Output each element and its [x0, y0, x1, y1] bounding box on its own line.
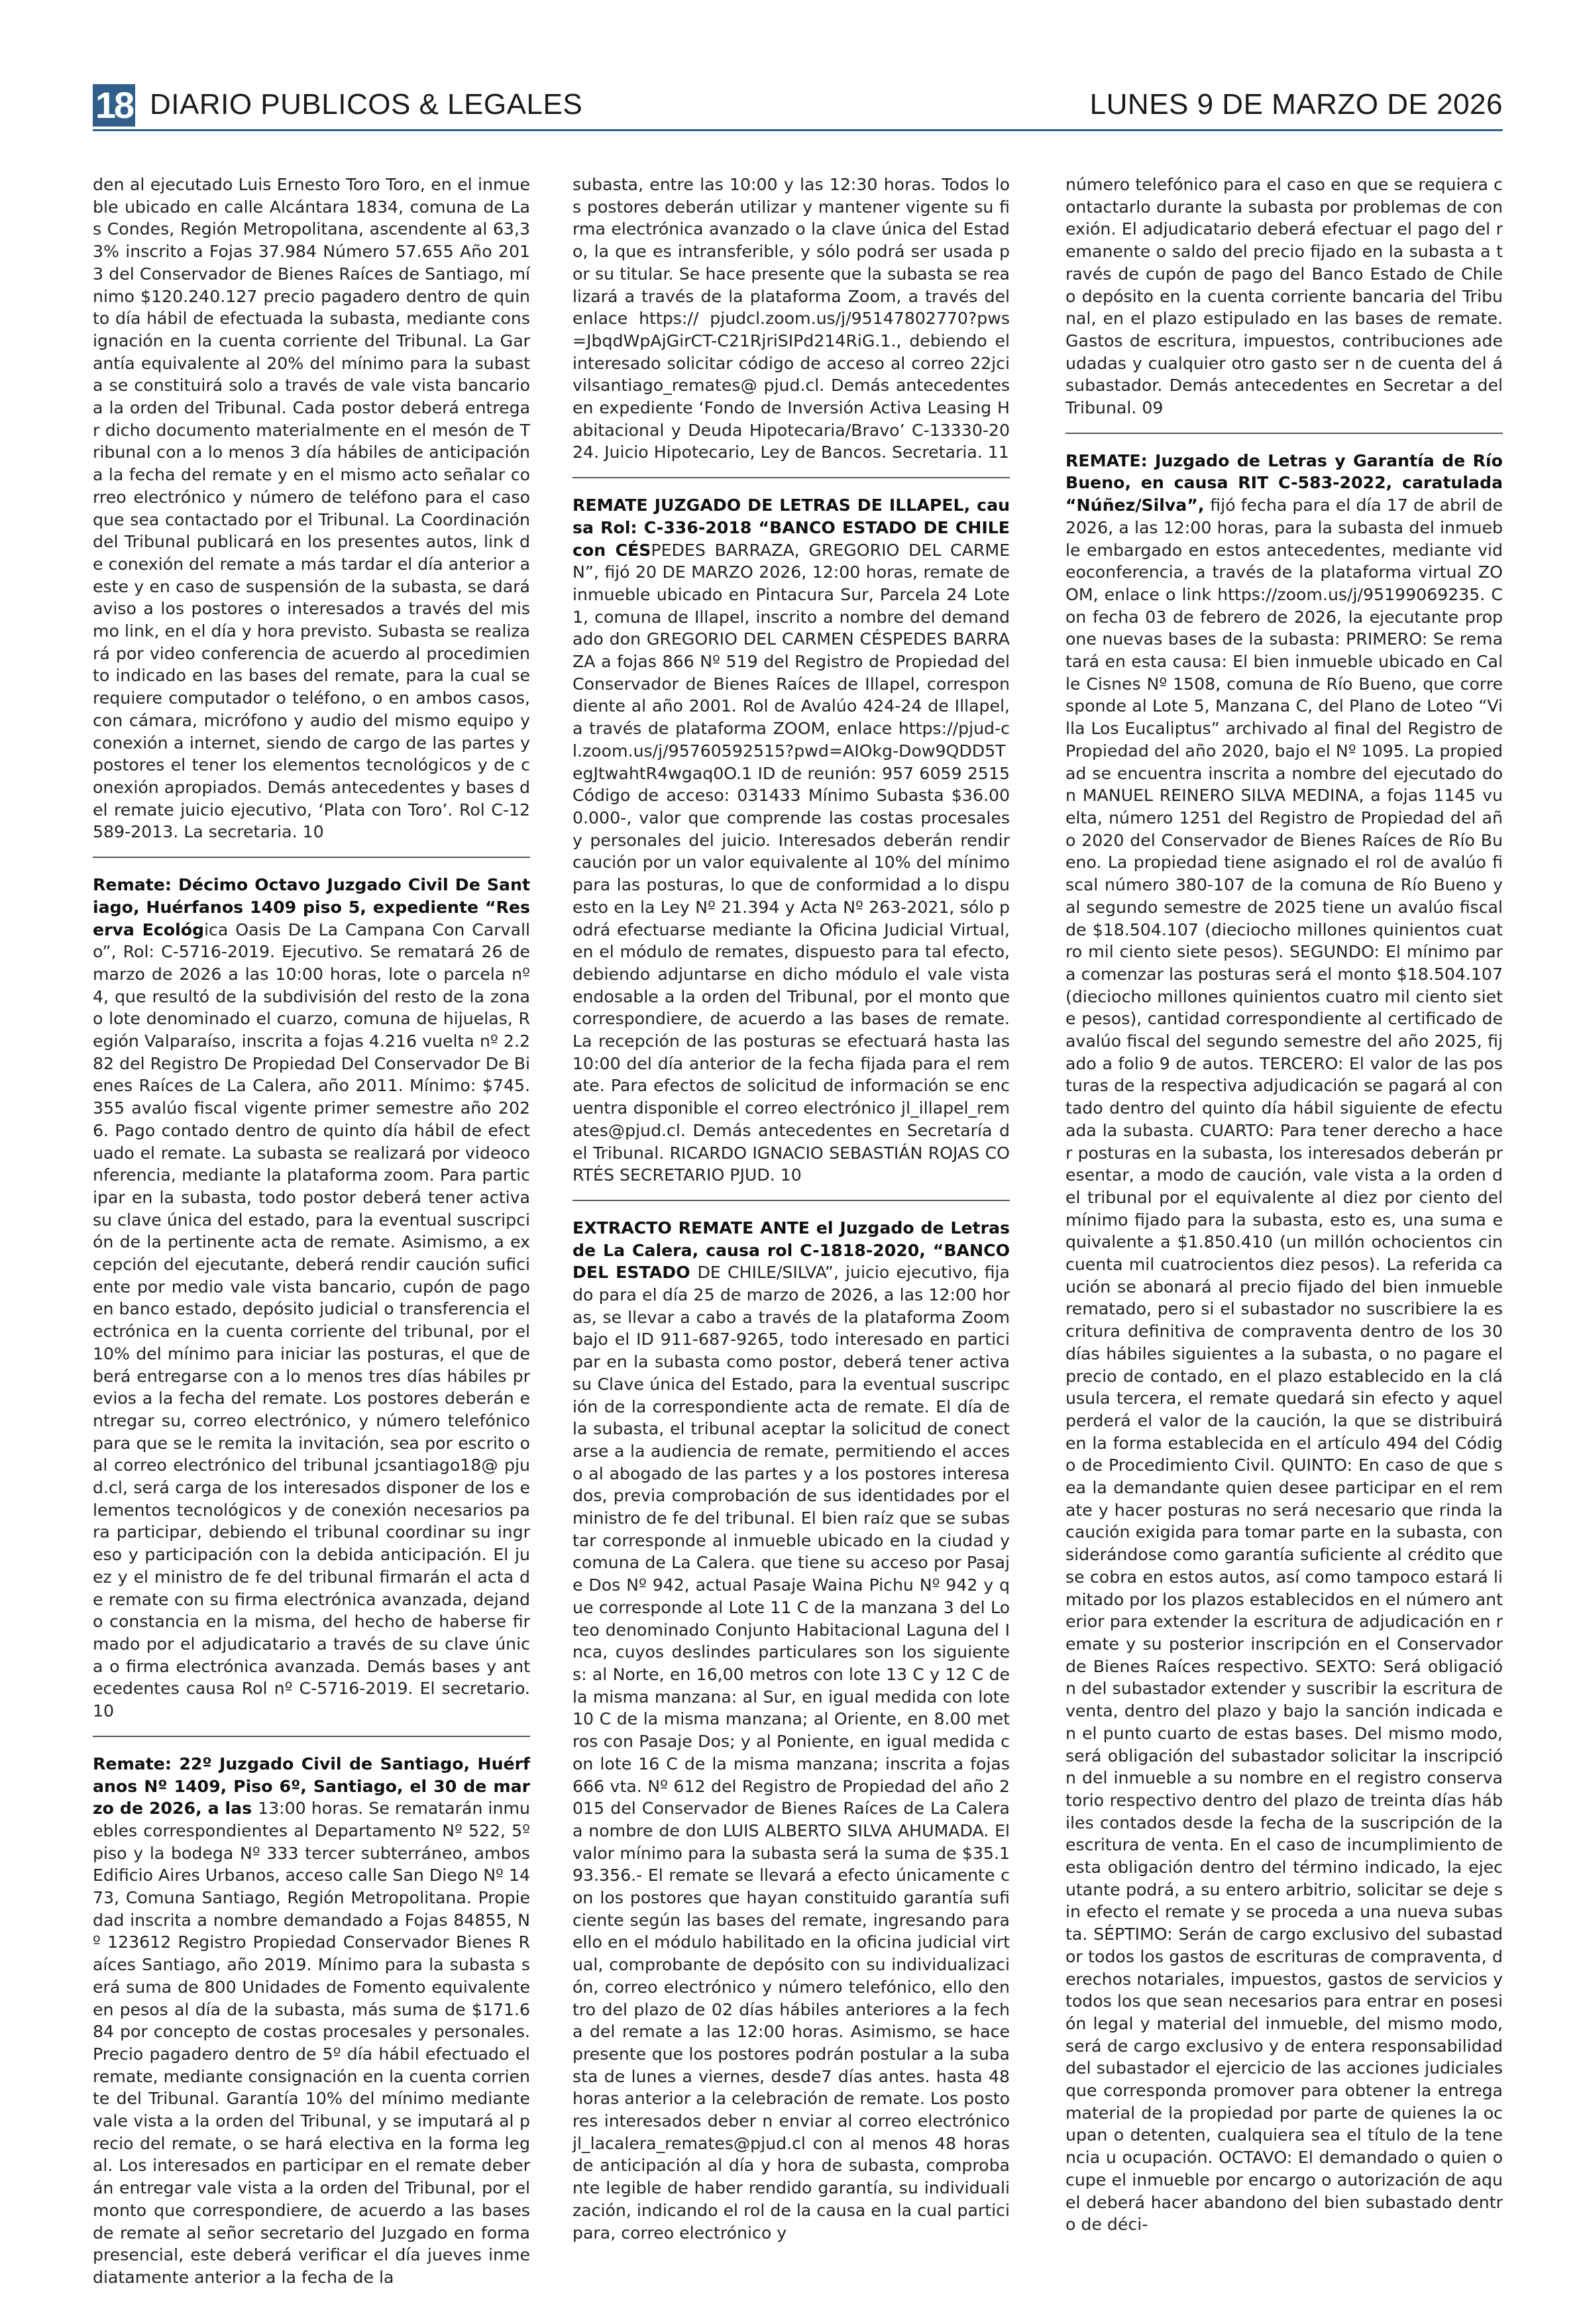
- header-rule: [93, 129, 1503, 131]
- notice-heading: REMATE: Juzgado de Letras y Garantía de Río Bueno, en causa RIT C-583-2022, caratulada “Núñez/Silva”,: [1065, 450, 1503, 515]
- notice-body: PEDES BARRAZA, GREGORIO DEL CARMEN”, fijó 20 DE MARZO 2026, 12:00 horas, remate de inmueble ubicado en Pintacura Sur, Parcela 24 Lote 1, comuna de Illapel, inscrito a nombre del demandado don GREGORIO DEL CARMEN CÉSPEDES BARRAZA a fojas 866 Nº 519 del Registro de Propiedad del Conservador de Bienes Raíces de Illapel, correspondiente al año 2001. Rol de Avalúo 424-24 de Illapel, a través de plataforma ZOOM, enlace https://pjud-cl.zoom.us/j/95760592515?pwd=AIOkg-Dow9QDD5TegJtwahtR4wgaq0O.1 ID de reunión: 957 6059 2515 Código de acceso: 031433 Mínimo Subasta $36.000.000-, valor que comprende las costas procesales y personales del juicio. Interesados deberán rendir caución por un valor equivalente al 10% del mínimo para las posturas, lo que de conformidad a lo dispuesto en la Ley Nº 21.394 y Acta Nº 263-2021, sólo podrá efectuarse mediante la Oficina Judicial Virtual, en el módulo de remates, dispuesto para tal efecto, debiendo adjuntarse en dicho módulo el vale vista endosable a la orden del Tribunal, por el monto que correspondiere, de acuerdo a las bases de remate. La recepción de las posturas se efectuará hasta las 10:00 del día anterior de la fecha fijada para el remate. Para efectos de solicitud de información se encuentra disponible el correo electrónico jl_illapel_remates@pjud.cl. Demás antecedentes en Secretaría del Tribunal. RICARDO IGNACIO SEBASTIÁN ROJAS CORTÉS SECRETARIO PJUD. 10: [572, 540, 1010, 1185]
- notice-heading: REMATE JUZGADO DE LETRAS DE ILLAPEL, causa Rol: C-336-2018 “BANCO ESTADO DE CHILE con CÉS: [572, 496, 1010, 560]
- notice-heading: Remate: Décimo Octavo Juzgado Civil De Santiago, Huérfanos 1409 piso 5, expediente “Reserva Ecológ: [93, 875, 530, 939]
- notice-body: 13:00 horas. Se rematarán inmuebles correspondientes al Departamento Nº 522, 5º piso y la bodega Nº 333 tercer subterráneo, ambos Edificio Aires Urbanos, acceso calle San Diego Nº 1473, Comuna Santiago, Región Metropolitana. Propiedad inscrita a nombre demandado a Fojas 84855, Nº 123612 Registro Propiedad Conservador Bienes Raíces Santiago, año 2019. Mínimo para la subasta será suma de 800 Unidades de Fomento equivalente en pesos al día de la subasta, más suma de $171.684 por concepto de costas procesales y personales. Precio pagadero dentro de 5º día hábil efectuado el remate, mediante consignación en la cuenta corriente del Tribunal. Garantía 10% del mínimo mediante vale vista a la orden del Tribunal, y se imputará al precio del remate, o se hará electiva en la forma legal. Los interesados en participar en el remate deberán entregar vale vista a la orden del Tribunal, por el monto que correspondiere, de acuerdo a las bases de remate al señor secretario del Juzgado en forma presencial, este deberá verificar el día jueves inmediatamente anterior a la fecha de la: [93, 1799, 530, 2287]
- legal-notice: [93, 874, 530, 1722]
- page-number: 18: [93, 84, 135, 127]
- legal-notice: [572, 494, 1010, 1187]
- column-3: [1065, 174, 1503, 2236]
- notice-separator: [572, 477, 1010, 478]
- notice-body: ica Oasis De La Campana Con Carvallo”, Rol: C-5716-2019. Ejecutivo. Se rematará 26 de marzo de 2026 a las 10:00 horas, lote o parcela nº 4, que resultó de la subdivisión del resto de la zona o lote denominado el cuarzo, comuna de hijuelas, Región Valparaíso, inscrita a fojas 4.216 vuelta nº 2.282 del Registro De Propiedad Del Conservador De Bienes Raíces de La Calera, año 2011. Mínimo: $745.355 avalúo fiscal vigente primer semestre año 2026. Pago contado dentro de quinto día hábil de efectuado el remate. La subasta se realizará por videoconferencia, mediante la plataforma zoom. Para participar en la subasta, todo postor deberá tener activa su clave única del estado, para la eventual suscripción de la pertinente acta de remate. Asimismo, a excepción del ejecutante, deberá rendir caución suficiente por medio vale vista bancario, cupón de pago en banco estado, depósito judicial o transferencia electrónica en la cuenta corriente del tribunal, por el 10% del mínimo para iniciar las posturas, el que deberá entregarse con a lo menos tres días hábiles previos a la fecha del remate. Los postores deberán entregar su, correo electrónico, y número telefónico para que se le remita la invitación, sea por escrito o al correo electrónico del tribunal jcsantiago18@ pjud.cl, será carga de los interesados disponer de los elementos tecnológicos y de conexión necesarios para participar, debiendo el tribunal coordinar su ingreso y participación con la debida anticipación. El juez y el ministro de fe del tribunal firmarán el acta de remate con su firma electrónica avanzada, dejando constancia en la misma, del hecho de haberse firmado por el adjudicatario a través de su clave única o firma electrónica avanzada. Demás bases y antecedentes causa Rol nº C-5716-2019. El secretario. 10: [93, 920, 531, 1721]
- notice-separator: [1065, 433, 1503, 434]
- notice-separator: [93, 1736, 530, 1737]
- legal-notice: [1065, 450, 1503, 2236]
- notice-body: subasta, entre las 10:00 y las 12:30 horas. Todos los postores deberán utilizar y mantener vigente su firma electrónica avanzado o la clave única del Estado, la que es intransferible, y sólo podrá ser usada por su titular. Se hace presente que la subasta se realizará a través de la plataforma Zoom, a través del enlace https:// pjudcl.zoom.us/j/95147802770?pws=JbqdWpAjGirCT-C21RjriSIPd214RiG.1., debiendo el interesado solicitar código de acceso al correo 22jcivilsantiago_remates@ pjud.cl. Demás antecedentes en expediente ‘Fondo de Inversión Activa Leasing Habitacional y Deuda Hipotecaria/Bravo’ C-13330-2024. Juicio Hipotecario, Ley de Bancos. Secretaria. 11: [572, 175, 1010, 462]
- section-title: DIARIO PUBLICOS & LEGALES: [150, 88, 583, 121]
- notice-heading: EXTRACTO REMATE ANTE el Juzgado de Letras de La Calera, causa rol C-1818-2020, “BANCO DEL ESTADO: [572, 1218, 1010, 1283]
- notice-heading: Remate: 22º Juzgado Civil de Santiago, Huérfanos Nº 1409, Piso 6º, Santiago, el 30 de marzo de 2026, a las: [93, 1754, 530, 1819]
- page-header: [93, 84, 1503, 126]
- notice-body: fijó fecha para el día 17 de abril de 2026, a las 12:00 horas, para la subasta del inmueble embargado en estos antecedentes, mediante videoconferencia, a través de la plataforma virtual ZOOM, enlace o link https://zoom.us/j/95199069235. Con fecha 03 de febrero de 2026, la ejecutante propone nuevas bases de la subasta: PRIMERO: Se rematará en esta causa: El bien inmueble ubicado en Calle Cisnes Nº 1508, comuna de Río Bueno, que corresponde al Lote 5, Manzana C, del Plano de Loteo “Villa Los Eucaliptus” archivado al final del Registro de Propiedad del año 2020, bajo el Nº 1095. La propiedad se encuentra inscrita a nombre del ejecutado don MANUEL REINERO SILVA MEDINA, a fojas 1145 vuelta, número 1251 del Registro de Propiedad del año 2020 del Conservador de Bienes Raíces de Río Bueno. La propiedad tiene asignado el rol de avalúo fiscal número 380-107 de la comuna de Río Bueno y al segundo semestre de 2025 tiene un avalúo fiscal de $18.504.107 (dieciocho millones quinientos cuatro mil ciento siete pesos). SEGUNDO: El mínimo para comenzar las posturas será el monto $18.504.107 (dieciocho millones quinientos cuatro mil ciento siete pesos), cantidad correspondiente al certificado de avalúo fiscal del segundo semestre del año 2025, fijado a folio 9 de autos. TERCERO: El valor de las posturas de la respectiva adjudicación se pagará al contado dentro del quinto día hábil siguiente de efectuada la subasta. CUARTO: Para tener derecho a hacer posturas en la subasta, los interesados deberán presentar, a modo de caución, vale vista a la orden del tribunal por el equivalente al diez por ciento del mínimo fijado para la subasta, esto es, una suma equivalente a $1.850.410 (un millón ochocientos cincuenta mil cuatrocientos diez pesos). La referida caución se abonará al precio fijado del bien inmueble rematado, pero si el subastador no suscribiere la escritura definitiva de compraventa dentro de los 30 días hábiles siguientes a la subasta, o no pagare el precio de contado, en el plazo establecido en la cláusula tercera, el remate quedará sin efecto y aquel perderá el valor de la caución, la que se distribuirá en la forma establecida en el artículo 494 del Código de Procedimiento Civil. QUINTO: En caso de que sea la demandante quien desee participar en el remate y hacer posturas no será necesario que rinda la caución exigida para tomar parte en la subasta, considerándose como garantía suficiente al crédito que se cobra en estos autos, así como tampoco estará limitado por los plazos establecidos en el número anterior para extender la escritura de adjudicación en remate y su posterior inscripción en el Conservador de Bienes Raíces respectivo. SEXTO: Será obligación del subastador extender y suscribir la escritura de venta, dentro del plazo y bajo la sanción indicada en el punto cuarto de estas bases. Del mismo modo, será obligación del subastador solicitar la inscripción del inmueble a su nombre en el registro conservatorio respectivo dentro del plazo de treinta días hábiles contados desde la fecha de la suscripción de la escritura de venta. En el caso de incumplimiento de esta obligación dentro del término indicado, la ejecutante podrá, a su entero arbitrio, solicitar se deje sin efecto el remate y se proceda a una nueva subasta. SÉPTIMO: Serán de cargo exclusivo del subastador todos los gastos de escrituras de compraventa, derechos notariales, impuestos, gastos de servicios y todos los que sean necesarios para entrar en posesión legal y material del inmueble, del mismo modo, será de cargo exclusivo y de entera responsabilidad del subastador el ejercicio de las acciones judiciales que corresponda promover para obtener la entrega material de la propiedad por parte de quienes la ocupan o detenten, cualquiera sea el título de la tenencia u ocupación. OCTAVO: El demandado o quien ocupe el inmueble por encargo o autorización de aquel deberá hacer abandono del bien subastado dentro de déci-: [1065, 496, 1503, 2235]
- issue-date: LUNES 9 DE MARZO DE 2026: [1089, 88, 1503, 121]
- column-1: [93, 174, 530, 2289]
- notice-separator: [572, 1200, 1010, 1201]
- legal-notice: [1065, 174, 1503, 419]
- notice-body: DE CHILE/SILVA”, juicio ejecutivo, fijado para el día 25 de marzo de 2026, a las 12:00 horas, se llevar a cabo a través de la plataforma Zoom bajo el ID 911-687-9265, todo interesado en participar en la subasta como postor, deberá tener activa su Clave única del Estado, para la eventual suscripción de la correspondiente acta de remate. El día de la subasta, el tribunal aceptar la solicitud de conectarse a la audiencia de remate, permitiendo el acceso al abogado de las partes y a los postores interesados, previa comprobación de sus identidades por el ministro de fe del tribunal. El bien raíz que se subastar corresponde al inmueble ubicado en la ciudad y comuna de La Calera. que tiene su acceso por Pasaje Dos Nº 942, actual Pasaje Waina Pichu Nº 942 y que corresponde al Lote 11 C de la manzana 3 del Loteo denominado Conjunto Habitacional Laguna del Inca, cuyos deslindes particulares son los siguientes: al Norte, en 16,00 metros con lote 13 C y 12 C de la misma manzana: al Sur, en igual medida con lote 10 C de la misma manzana; al Oriente, en 8.00 metros con Pasaje Dos; y al Poniente, en igual medida con lote 16 C de la misma manzana; inscrita a fojas 666 vta. Nº 612 del Registro de Propiedad del año 2015 del Conservador de Bienes Raíces de La Calera a nombre de don LUIS ALBERTO SILVA AHUMADA. El valor mínimo para la subasta será la suma de $35.193.356.- El remate se llevará a efecto únicamente con los postores que hayan constituido garantía suficiente según las bases del remate, ingresando para ello en el módulo habilitado en la oficina judicial virtual, comprobante de depósito con su individualización, correo electrónico y número telefónico, ello dentro del plazo de 02 días hábiles anteriores a la fecha del remate a las 12:00 horas. Asimismo, se hace presente que los postores podrán postular a la subasta de lunes a viernes, desde7 días antes. hasta 48 horas anterior a la celebración de remate. Los postores interesados deber n enviar al correo electrónico jl_lacalera_remates@pjud.cl con al menos 48 horas de anticipación al día y hora de subasta, comprobante legible de haber rendido garantía, su individualización, indicando el rol de la causa en la cual participara, correo electrónico y: [572, 1263, 1010, 2243]
- notice-body: número telefónico para el caso en que se requiera contactarlo durante la subasta por problemas de conexión. El adjudicatario deberá efectuar el pago del remanente o saldo del precio fijado en la subasta a través de cupón de pago del Banco Estado de Chile o depósito en la cuenta corriente bancaria del Tribunal, en el plazo estipulado en las bases de remate. Gastos de escritura, impuestos, contribuciones adeudadas y cualquier otro gasto ser n de cuenta del á subastador. Demás antecedentes en Secretar a del Tribunal. 09: [1065, 175, 1503, 418]
- notice-separator: [93, 857, 530, 858]
- notice-body: den al ejecutado Luis Ernesto Toro Toro, en el inmueble ubicado en calle Alcántara 1834, comuna de Las Condes, Región Metropolitana, ascendente al 63,33% inscrito a Fojas 37.984 Número 57.655 Año 2013 del Conservador de Bienes Raíces de Santiago, mínimo $120.240.127 precio pagadero dentro de quinto día hábil de efectuada la subasta, mediante consignación en la cuenta corriente del Tribunal. La Garantía equivalente al 20% del mínimo para la subasta se constituirá solo a través de vale vista bancario a la orden del Tribunal. Cada postor deberá entregar dicho documento materialmente en el mesón de Tribunal con a lo menos 3 día hábiles de anticipación a la fecha del remate y en el mismo acto señalar correo electrónico y número de teléfono para el caso que sea contactado por el Tribunal. La Coordinación del Tribunal publicará en los presentes autos, link de conexión del remate a más tardar el día anterior a este y en caso de suspensión de la subasta, se dará aviso a los postores o interesados a través del mismo link, en el día y hora previsto. Subasta se realizará por video conferencia de acuerdo al procedimiento indicado en las bases del remate, para la cual se requiere computador o teléfono, o en ambos casos, con cámara, micrófono y audio del mismo equipo y conexión a internet, siendo de cargo de las partes y postores el tener los elementos tecnológicos y de conexión apropiados. Demás antecedentes y bases del remate juicio ejecutivo, ‘Plata con Toro’. Rol C-12589-2013. La secretaria. 10: [93, 175, 531, 842]
- legal-notice: [572, 1217, 1010, 2244]
- legal-notice: [572, 174, 1010, 464]
- column-2: [572, 174, 1010, 2244]
- legal-notice: [93, 174, 530, 843]
- legal-notice: [93, 1753, 530, 2289]
